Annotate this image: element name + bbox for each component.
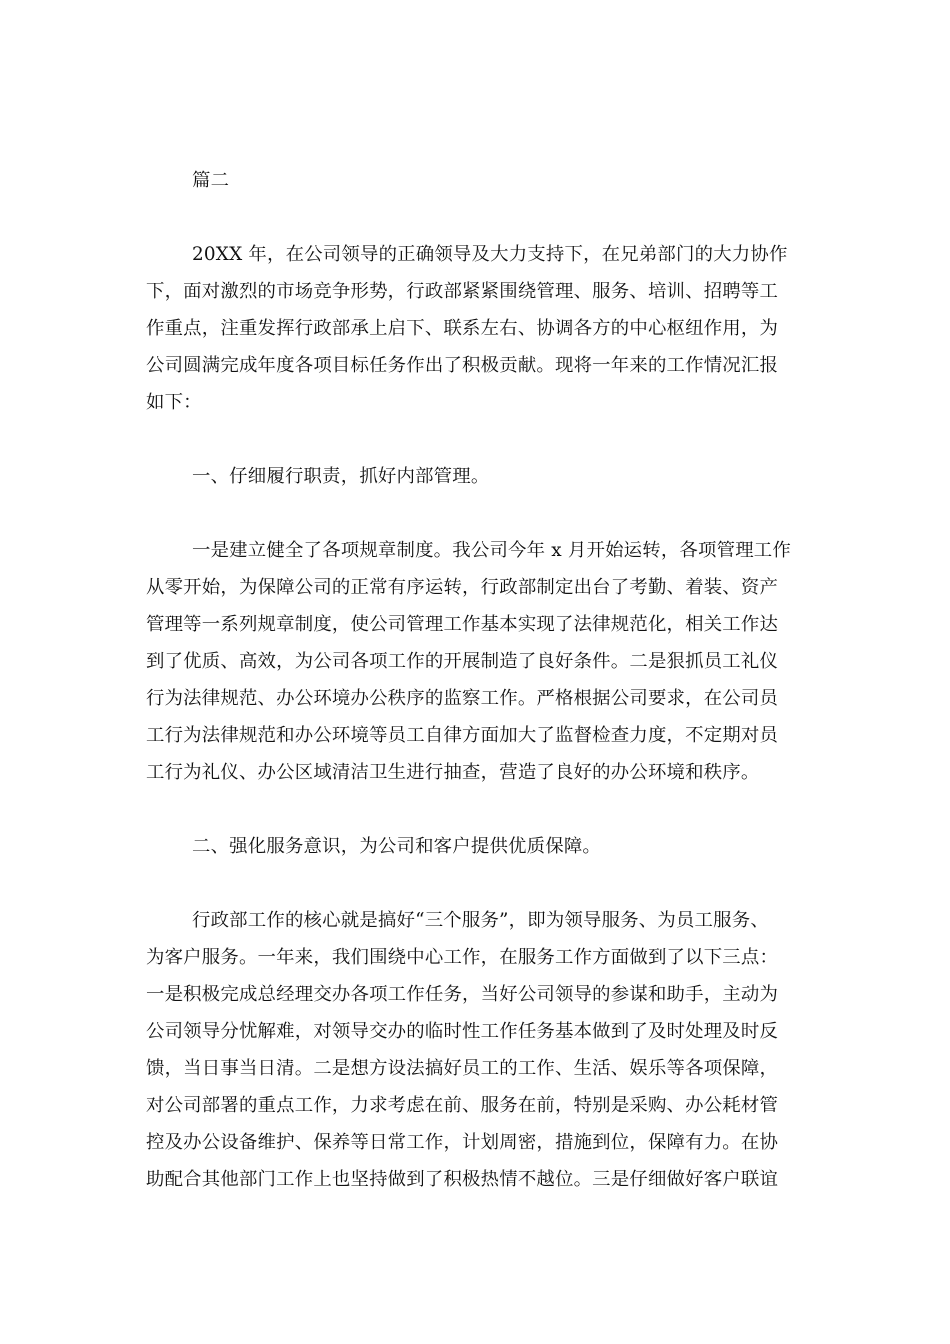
paragraph-1-line: 行为法律规范、办公环境办公秩序的监察工作。严格根据公司要求，在公司员 — [146, 688, 779, 709]
intro-line: 公司圆满完成年度各项目标任务作出了积极贡献。现将一年来的工作情况汇报 — [146, 355, 779, 376]
intro-line: 20XX 年，在公司领导的正确领导及大力支持下，在兄弟部门的大力协作 — [192, 244, 788, 265]
heading-2: 二、强化服务意识，为公司和客户提供优质保障。 — [192, 836, 601, 857]
paragraph-1-line: 到了优质、高效，为公司各项工作的开展制造了良好条件。二是狠抓员工礼仪 — [146, 651, 779, 672]
intro-paragraph — [146, 236, 806, 421]
intro-line: 如下： — [146, 392, 202, 413]
paragraph-1-line: 从零开始，为保障公司的正常有序运转，行政部制定出台了考勤、着装、资产 — [146, 577, 779, 598]
paragraph-2-line: 公司领导分忧解难，对领导交办的临时性工作任务基本做到了及时处理及时反 — [146, 1021, 779, 1042]
paragraph-2-line: 行政部工作的核心就是搞好“三个服务”，即为领导服务、为员工服务、 — [192, 910, 769, 931]
paragraph-2-line: 一是积极完成总经理交办各项工作任务，当好公司领导的参谋和助手，主动为 — [146, 984, 779, 1005]
paragraph-1 — [146, 532, 806, 791]
paragraph-1-line: 一是建立健全了各项规章制度。我公司今年 x 月开始运转，各项管理工作 — [192, 540, 791, 561]
paragraph-2-line: 对公司部署的重点工作，力求考虑在前、服务在前，特别是采购、办公耗材管 — [146, 1095, 779, 1116]
heading-1: 一、仔细履行职责，抓好内部管理。 — [192, 466, 490, 487]
section-title: 篇二 — [192, 170, 230, 191]
paragraph-1-line: 工行为礼仪、办公区域清洁卫生进行抽查，营造了良好的办公环境和秩序。 — [146, 762, 760, 783]
intro-line: 下，面对激烈的市场竞争形势，行政部紧紧围绕管理、服务、培训、招聘等工 — [146, 281, 779, 302]
intro-line: 作重点，注重发挥行政部承上启下、联系左右、协调各方的中心枢纽作用，为 — [146, 318, 779, 339]
paragraph-1-line: 管理等一系列规章制度，使公司管理工作基本实现了法律规范化，相关工作达 — [146, 614, 779, 635]
paragraph-2 — [146, 902, 806, 1198]
paragraph-2-line: 助配合其他部门工作上也坚持做到了积极热情不越位。三是仔细做好客户联谊 — [146, 1169, 779, 1190]
document-body — [146, 162, 806, 1198]
paragraph-2-line: 控及办公设备维护、保养等日常工作，计划周密，措施到位，保障有力。在协 — [146, 1132, 779, 1153]
paragraph-1-line: 工行为法律规范和办公环境等员工自律方面加大了监督检查力度，不定期对员 — [146, 725, 779, 746]
paragraph-2-line: 为客户服务。一年来，我们围绕中心工作，在服务工作方面做到了以下三点： — [146, 947, 779, 968]
paragraph-2-line: 馈，当日事当日清。二是想方设法搞好员工的工作、生活、娱乐等各项保障， — [146, 1058, 779, 1079]
